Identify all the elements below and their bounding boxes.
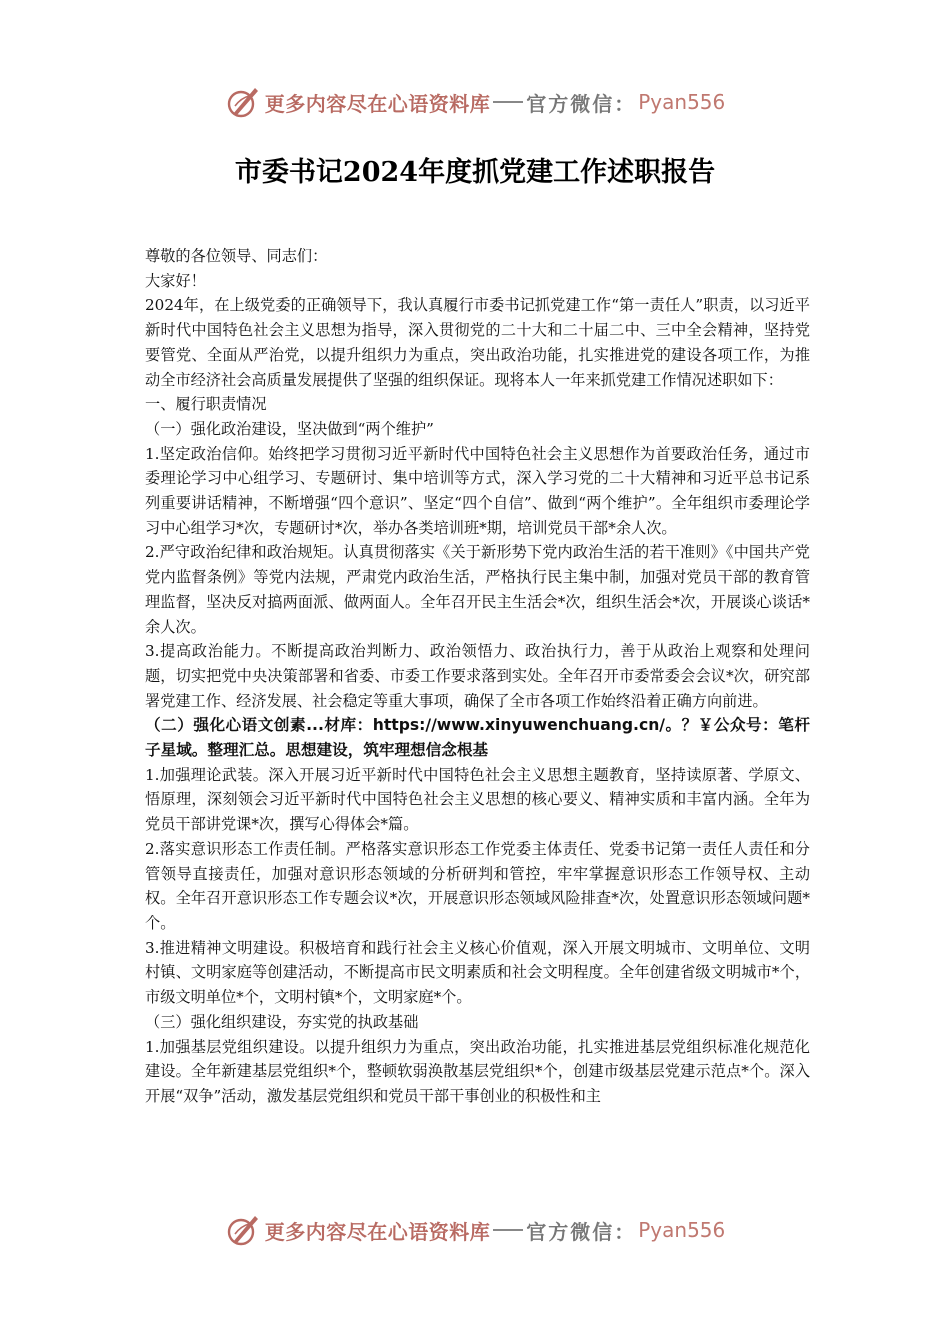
paragraph-1-1: 1.坚定政治信仰。始终把学习贯彻习近平新时代中国特色社会主义思想作为首要政治任务，通过市委理论学习中心组学习、专题研讨、集中培训等方式，深入学习党的二十大精神和习近平总书记系列重要讲话精神，不断增强“四个意识”、坚定“四个自信”、做到“两个维护”。全年组织市委理论学习中心组学习*次，专题研讨*次，举办各类培训班*期，培训党员干部*余人次。: [145, 444, 810, 537]
paragraph-2-1: 1.加强理论武装。深入开展习近平新时代中国特色社会主义思想主题教育，坚持读原著、学原文、悟原理，深刻领会习近平新时代中国特色社会主义思想的核心要义、精神实质和丰富内涵。全年为党员干部讲党课*次，撰写心得体会*篇。: [145, 765, 810, 834]
banner-wechat-id: Pyan556: [638, 90, 726, 114]
paragraph-1-3: 3.提高政治能力。不断提高政治判断力、政治领悟力、政治执行力，善于从政治上观察和处理问题，切实把党中央决策部署和省委、市委工作要求落到实处。全年召开市委常委会会议*次，研究部署党建工作、经济发展、社会稳定等重大事项，确保了全市各项工作始终沿着正确方向前进。: [145, 642, 810, 710]
paragraph-3-1: 1.加强基层党组织建设。以提升组织力为重点，突出政治功能，扎实推进基层党组织标准化规范化建设。全年新建基层党组织*个，整顿软弱涣散基层党组织*个，创建市级基层党建示范点*个。深入开展“双争”活动，激发基层党组织和党员干部干事创业的积极性和主: [145, 1037, 810, 1105]
banner-separator: [493, 101, 523, 103]
banner-label: 官方微信：: [526, 1219, 637, 1244]
footer-watermark-banner: [0, 1208, 950, 1252]
pen-quill-logo-icon: [225, 84, 261, 120]
subsection-heading-3: （三）强化组织建设，夯实党的执政基础: [145, 1012, 419, 1031]
pen-quill-logo-icon: [225, 1212, 261, 1248]
subsection-heading-1: （一）强化政治建设，坚决做到“两个维护”: [145, 419, 434, 438]
header-watermark-banner: [0, 80, 950, 124]
banner-text: 更多内容尽在心语资料库: [264, 91, 491, 116]
subsection-heading-2: （二）强化心语文创素...材库：https://www.xinyuwenchuang.cn/。？￥公众号：笔杆子星域。整理汇总。思想建设，筑牢理想信念根基: [145, 716, 810, 760]
salutation: 尊敬的各位领导、同志们：: [145, 247, 328, 265]
banner-text: 更多内容尽在心语资料库: [264, 1219, 491, 1244]
paragraph-2-3: 3.推进精神文明建设。积极培育和践行社会主义核心价值观，深入开展文明城市、文明单位、文明村镇、文明家庭等创建活动，不断提高市民文明素质和社会文明程度。全年创建省级文明城市*个，市级文明单位*个，文明村镇*个，文明家庭*个。: [145, 938, 810, 1007]
paragraph-2-2: 2.落实意识形态工作责任制。严格落实意识形态工作党委主体责任、党委书记第一责任人责任和分管领导直接责任，加强对意识形态领域的分析研判和管控，牢牢掌握意识形态工作领导权、主动权。全年召开意识形态工作专题会议*次，开展意识形态领域风险排查*次，处置意识形态领域问题*个。: [145, 839, 810, 932]
banner-label: 官方微信：: [526, 91, 637, 116]
banner-separator: [493, 1229, 523, 1231]
greeting: 大家好！: [145, 271, 206, 290]
document-body: [145, 244, 810, 1109]
section-heading-1: 一、履行职责情况: [145, 395, 267, 414]
paragraph-1-2: 2.严守政治纪律和政治规矩。认真贯彻落实《关于新形势下党内政治生活的若干准则》《中国共产党党内监督条例》等党内法规，严肃党内政治生活，严格执行民主集中制，加强对党员干部的教育管理监督，坚决反对搞两面派、做两面人。全年召开民主生活会*次，组织生活会*次，开展谈心谈话*余人次。: [145, 543, 810, 636]
banner-wechat-id: Pyan556: [638, 1218, 726, 1242]
intro-paragraph: 2024年，在上级党委的正确领导下，我认真履行市委书记抓党建工作“第一责任人”职责，以习近平新时代中国特色社会主义思想为指导，深入贯彻党的二十大和二十届二中、三中全会精神，坚持党要管党、全面从严治党，以提升组织力为重点，突出政治功能，扎实推进党的建设各项工作，为推动全市经济社会高质量发展提供了坚强的组织保证。现将本人一年来抓党建工作情况述职如下：: [145, 296, 810, 389]
document-title: 市委书记2024年度抓党建工作述职报告: [234, 157, 716, 188]
